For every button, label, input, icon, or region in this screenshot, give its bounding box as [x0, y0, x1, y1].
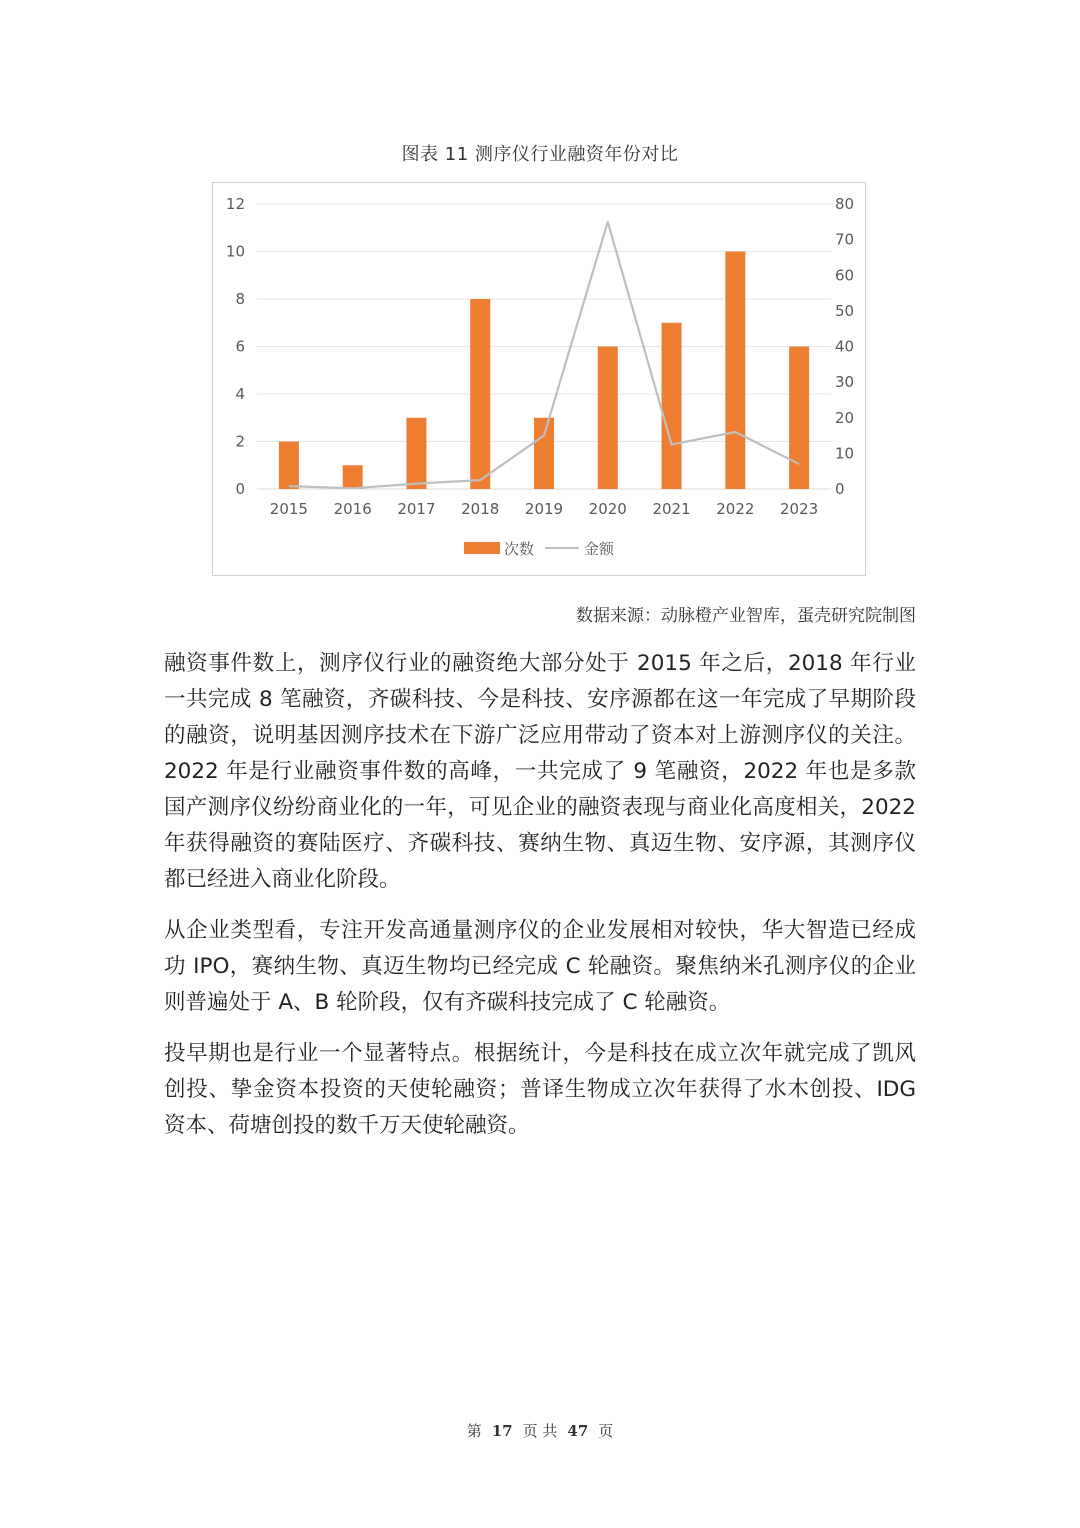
x-axis-tick-label: 2021	[652, 500, 691, 518]
figure-source: 数据来源：动脉橙产业智库，蛋壳研究院制图	[576, 606, 916, 626]
bar-count	[470, 299, 490, 489]
left-axis-tick-label: 12	[225, 195, 245, 213]
footer-suffix: 页	[598, 1422, 614, 1440]
right-axis-tick-label: 40	[835, 337, 855, 356]
bar-count	[343, 465, 363, 489]
bar-count	[725, 252, 745, 490]
right-axis-tick-label: 50	[835, 301, 855, 320]
bar-count	[279, 442, 299, 490]
x-axis-tick-label: 2020	[588, 500, 627, 518]
legend-bar-swatch	[464, 542, 500, 554]
right-axis-tick-label: 10	[835, 444, 855, 463]
paragraph-3: 投早期也是行业一个显著特点。根据统计，今是科技在成立次年就完成了凯风创投、挚金资本投资的天使轮融资；普译生物成立次年获得了水木创投、IDG 资本、荷塘创投的数千万天使轮融资。	[164, 1041, 916, 1138]
body-text	[164, 646, 916, 1159]
right-axis-tick-label: 70	[835, 230, 855, 249]
x-axis-tick-label: 2022	[716, 500, 755, 518]
page-footer	[0, 1420, 1080, 1441]
total-pages-number: 47	[567, 1422, 589, 1440]
legend-line-label: 金额	[584, 540, 615, 558]
right-axis-tick-label: 20	[835, 408, 855, 427]
x-axis-tick-label: 2015	[269, 500, 308, 518]
footer-prefix: 第	[466, 1422, 482, 1440]
current-page-number: 17	[491, 1422, 513, 1440]
x-axis-tick-label: 2023	[780, 500, 819, 518]
x-axis-tick-label: 2018	[461, 500, 500, 518]
left-axis-tick-label: 0	[235, 480, 245, 498]
bar-count	[662, 323, 682, 489]
bar-count	[789, 347, 809, 490]
right-axis-tick-label: 0	[835, 480, 845, 498]
left-axis-tick-label: 2	[235, 432, 245, 451]
left-axis-tick-label: 8	[235, 290, 245, 308]
chart-container	[212, 182, 866, 576]
paragraph-2: 从企业类型看，专注开发高通量测序仪的企业发展相对较快，华大智造已经成功 IPO，赛纳生物、真迈生物均已经完成 C 轮融资。聚焦纳米孔测序仪的企业则普遍处于 A、B 轮阶段，仅有齐碳科技完成了 C 轮融资。	[164, 918, 916, 1015]
x-axis-tick-label: 2016	[333, 500, 372, 518]
right-axis-tick-label: 60	[835, 266, 855, 285]
right-axis-tick-label: 80	[835, 195, 855, 213]
right-axis-tick-label: 30	[835, 373, 855, 392]
bar-count	[598, 347, 618, 490]
combo-chart	[213, 183, 867, 577]
legend-bar-label: 次数	[504, 540, 535, 558]
footer-mid: 页 共	[522, 1422, 558, 1440]
paragraph-1: 融资事件数上，测序仪行业的融资绝大部分处于 2015 年之后，2018 年行业一共完成 8 笔融资，齐碳科技、今是科技、安序源都在这一年完成了早期阶段的融资，说明基因测序技术在下游广泛应用带动了资本对上游测序仪的关注。2022 年是行业融资事件数的高峰，一共完成了 9 笔融资，2022 年也是多款国产测序仪纷纷商业化的一年，可见企业的融资表现与商业化高度相关，2022 年获得融资的赛陆医疗、齐碳科技、赛纳生物、真迈生物、安序源，其测序仪都已经进入商业化阶段。	[164, 651, 916, 892]
bar-count	[406, 418, 426, 489]
left-axis-tick-label: 10	[225, 242, 245, 261]
x-axis-tick-label: 2019	[524, 500, 564, 518]
bar-count	[534, 418, 554, 489]
left-axis-tick-label: 6	[235, 337, 245, 356]
figure-caption: 图表 11 测序仪行业融资年份对比	[401, 144, 679, 165]
x-axis-tick-label: 2017	[397, 500, 436, 518]
left-axis-tick-label: 4	[235, 385, 245, 403]
